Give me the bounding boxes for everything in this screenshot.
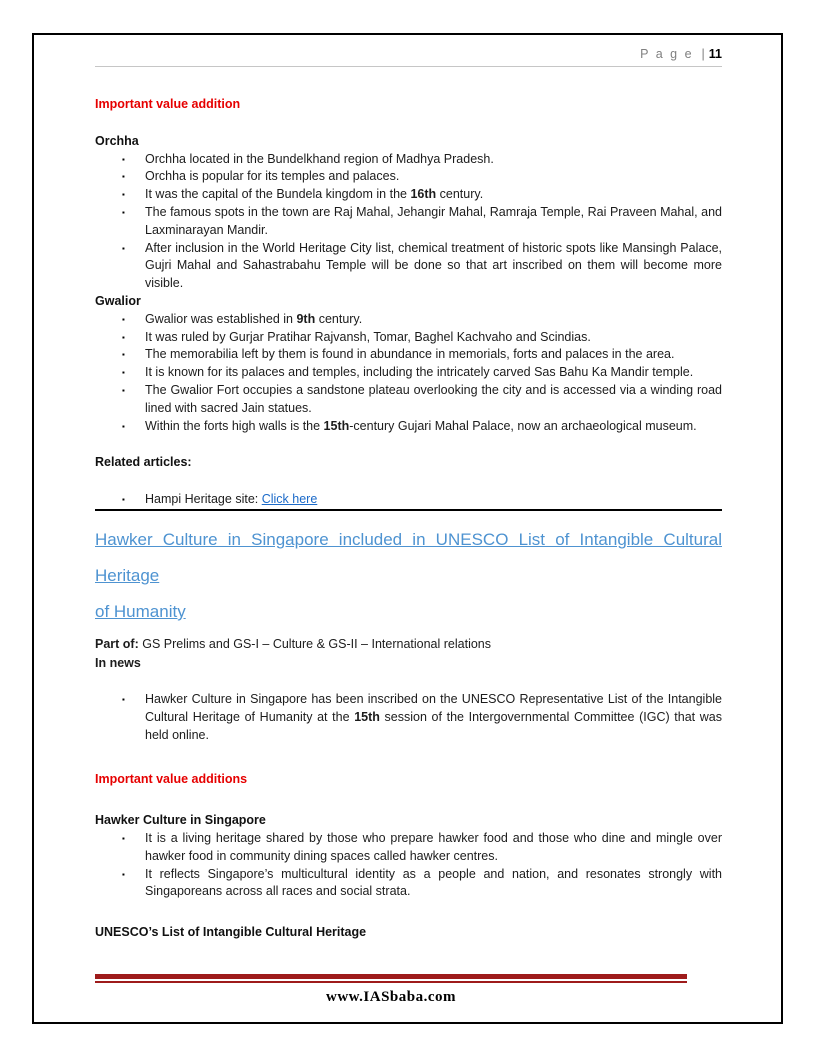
bullet-marker: ▪ [122, 385, 125, 395]
text-run: Orchha is popular for its temples and palaces. [145, 169, 400, 184]
text-run: Hawker Culture in Singapore has been inscribed on the UNESCO Representative List of the Intangible Cultural Heritage of Humanity at the [145, 691, 722, 724]
text-run: Hampi Heritage site: [145, 492, 262, 507]
text-run: It reflects Singapore’s multicultural identity as a people and nation, and resonates strongly with Singaporeans across all races and social strata. [145, 866, 722, 899]
footer-rule-thin [95, 981, 687, 983]
list-item [95, 418, 722, 436]
text-run: GS Prelims and GS-I – Culture & GS-II – International relations [142, 636, 491, 651]
text-run: century. [315, 311, 363, 326]
bullet-text [145, 692, 722, 742]
page-border [32, 33, 783, 1024]
bullet-marker: ▪ [122, 314, 125, 324]
bullet-text [145, 492, 317, 506]
list-item [95, 382, 722, 418]
heading-important-value-additions: Important value additions [95, 772, 248, 787]
text-run: -century Gujari Mahal Palace, now an archaeological museum. [349, 418, 697, 433]
text-run: It is a living heritage shared by those who prepare hawker food and those who dine and mingle over hawker food in community dining spaces called hawker centres. [145, 830, 722, 863]
bullet-text [145, 152, 494, 166]
page-number: 11 [708, 47, 722, 61]
heading-unesco-list: UNESCO’s List of Intangible Cultural Heritage [95, 925, 367, 940]
list-item [95, 691, 722, 744]
page-separator: | [701, 47, 705, 61]
list-item [95, 329, 722, 347]
text-run: Part of: [95, 636, 143, 651]
list-item [95, 364, 722, 382]
heading-orchha: Orchha [95, 133, 139, 148]
bullet-text [145, 365, 693, 379]
text-run: session of the Intergovernmental Committee (IGC) that was held online. [145, 709, 722, 742]
text-run: It was ruled by Gurjar Pratihar Rajvansh, Tomar, Baghel Kachvaho and Scindias. [145, 329, 591, 344]
inline-link[interactable]: Click here [261, 492, 318, 507]
text-run: After inclusion in the World Heritage City list, chemical treatment of historic spots like Mansingh Palace, Gujri Mahal and Sahastrabahu Temple will be done so that art inscribed on them will become more visible. [145, 240, 722, 291]
bullet-marker: ▪ [122, 332, 125, 342]
orchha-bullet-list [95, 151, 722, 293]
bullet-marker: ▪ [122, 833, 125, 843]
bullet-marker: ▪ [122, 207, 125, 217]
related-articles-list [95, 491, 722, 509]
hawker-culture-bullet-list [95, 830, 722, 901]
bullet-marker: ▪ [122, 368, 125, 378]
bullet-marker: ▪ [122, 243, 125, 253]
bullet-text [145, 831, 722, 863]
page-footer [95, 974, 687, 1006]
text-run: 15th [354, 709, 380, 724]
text-run: 16th [410, 187, 437, 202]
article-title-line-1[interactable]: Hawker Culture in Singapore included in UNESCO List of Intangible Cultural Heritage [95, 529, 722, 585]
bullet-marker: ▪ [122, 421, 125, 431]
text-run: The famous spots in the town are Raj Mahal, Jehangir Mahal, Ramraja Temple, Rai Praveen Mahal, and Laxminarayan Mandir. [145, 204, 722, 237]
part-of-line [95, 635, 722, 654]
list-item [95, 866, 722, 902]
heading-important-value-addition: Important value addition [95, 97, 241, 111]
list-item [95, 168, 722, 186]
bullet-marker: ▪ [122, 350, 125, 360]
bullet-marker: ▪ [122, 172, 125, 182]
bullet-marker: ▪ [122, 495, 125, 505]
bullet-text [145, 241, 722, 291]
list-item [95, 830, 722, 866]
bullet-text [145, 312, 362, 326]
bullet-text [145, 205, 722, 237]
heading-gwalior: Gwalior [95, 293, 141, 308]
bullet-marker: ▪ [122, 154, 125, 164]
bullet-text [145, 419, 697, 433]
bullet-text [145, 330, 591, 344]
list-item [95, 204, 722, 240]
text-run: Gwalior was established in [145, 311, 297, 326]
gwalior-bullet-list [95, 311, 722, 436]
text-run: Within the forts high walls is the [145, 418, 324, 433]
article-title-line-2[interactable]: of Humanity [95, 601, 186, 621]
bullet-text [145, 169, 399, 183]
bullet-marker: ▪ [122, 190, 125, 200]
list-item [95, 491, 722, 509]
text-run: Orchha located in the Bundelkhand region of Madhya Pradesh. [145, 151, 494, 166]
text-run: The Gwalior Fort occupies a sandstone plateau overlooking the city and is accessed via a winding road lined with sacred Jain statues. [145, 382, 722, 415]
list-item [95, 151, 722, 169]
text-run: It was the capital of the Bundela kingdom in the [145, 187, 411, 202]
bullet-text [145, 187, 483, 201]
footer-rule-thick [95, 974, 687, 979]
list-item [95, 240, 722, 293]
bullet-text [145, 867, 722, 899]
text-run: 9th [296, 311, 316, 326]
heading-in-news: In news [95, 655, 141, 670]
article-title[interactable] [95, 522, 722, 630]
list-item [95, 346, 722, 364]
page-label: P a g e [640, 47, 694, 61]
section-divider-rule [95, 509, 722, 511]
text-run: The memorabilia left by them is found in abundance in memorials, forts and palaces in the area. [145, 347, 675, 362]
footer-site-link[interactable]: www.IASbaba.com [325, 989, 457, 1005]
bullet-marker: ▪ [122, 694, 125, 704]
text-run: century. [436, 187, 484, 202]
heading-related-articles: Related articles: [95, 455, 192, 470]
bullet-marker: ▪ [122, 869, 125, 879]
bullet-text [145, 347, 674, 361]
page-content [34, 35, 781, 942]
list-item [95, 311, 722, 329]
heading-hawker-culture: Hawker Culture in Singapore [95, 813, 266, 828]
text-run: It is known for its palaces and temples, including the intricately carved Sas Bahu Ka Mandir temple. [145, 365, 694, 380]
page-header [95, 35, 722, 67]
in-news-bullet-list [95, 691, 722, 744]
text-run: 15th [323, 418, 350, 433]
list-item [95, 186, 722, 204]
bullet-text [145, 383, 722, 415]
